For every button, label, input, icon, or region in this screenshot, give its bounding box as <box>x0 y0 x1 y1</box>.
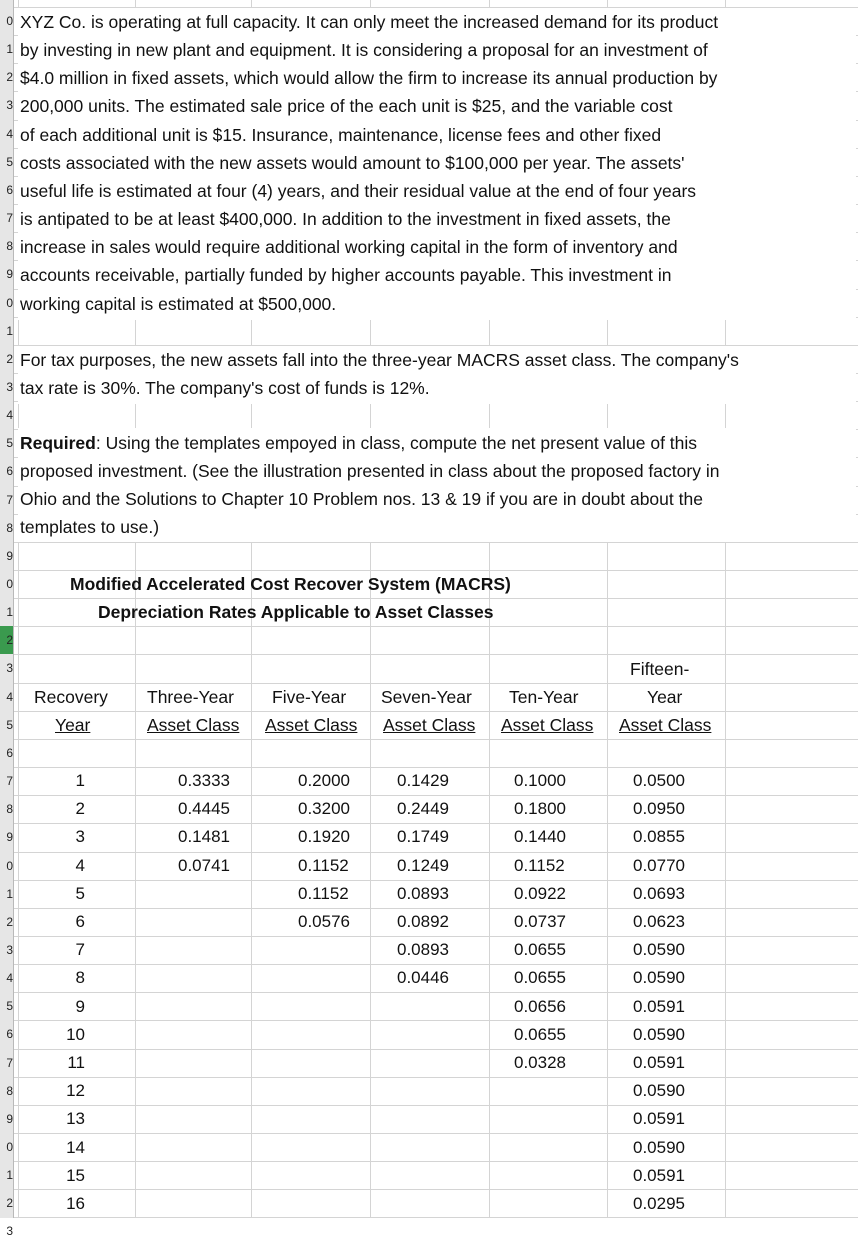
rate-cell-c15[interactable]: 0.0590 <box>633 940 685 959</box>
rate-cell-c15[interactable]: 0.0623 <box>633 912 685 931</box>
recovery-year-cell[interactable]: 1 <box>75 771 85 790</box>
row-number[interactable]: 7 <box>6 493 13 507</box>
rate-cell-c15[interactable]: 0.0500 <box>633 771 685 790</box>
row-number[interactable]: 5 <box>6 999 13 1013</box>
grid-row-line <box>14 1189 858 1190</box>
required-line-4: templates to use.) <box>20 516 163 538</box>
row-number[interactable]: 0 <box>6 577 13 591</box>
grid-row-line <box>14 795 858 796</box>
row-number[interactable]: 0 <box>6 859 13 873</box>
header-ten-year: Ten-Year <box>509 687 579 707</box>
grid-row-line <box>14 1049 858 1050</box>
grid-row-line <box>14 1161 858 1162</box>
grid-row-line <box>14 852 858 853</box>
paragraph1-line: by investing in new plant and equipment. It is considering a proposal for an investment of <box>20 39 712 61</box>
table-subtitle: Depreciation Rates Applicable to Asset Classes <box>98 602 494 622</box>
grid-row-line <box>14 626 858 627</box>
rate-cell-c10[interactable]: 0.0656 <box>514 997 566 1016</box>
recovery-year-cell[interactable]: 7 <box>75 940 85 959</box>
row-number[interactable]: 5 <box>6 436 13 450</box>
row-number[interactable]: 3 <box>6 661 13 675</box>
header-fifteen-b: Year <box>647 687 683 707</box>
recovery-year-cell[interactable]: 12 <box>66 1081 85 1100</box>
rate-cell-c15[interactable]: 0.0591 <box>633 997 685 1016</box>
header-five-year: Five-Year <box>272 687 347 707</box>
paragraph2-line: tax rate is 30%. The company's cost of funds is 12%. <box>20 377 434 399</box>
row-number[interactable]: 7 <box>6 211 13 225</box>
grid-row-line <box>14 683 858 684</box>
header-ten-year-class: Asset Class <box>501 715 594 735</box>
recovery-year-cell[interactable]: 9 <box>75 997 85 1016</box>
recovery-year-cell[interactable]: 5 <box>75 884 85 903</box>
grid-row-line <box>14 823 858 824</box>
rate-cell-c15[interactable]: 0.0590 <box>633 1138 685 1157</box>
paragraph1-line: is antipated to be at least $400,000. In addition to the investment in fixed assets, the <box>20 208 675 230</box>
grid-row-line <box>14 767 858 768</box>
rate-cell-c15[interactable]: 0.0591 <box>633 1109 685 1128</box>
grid-row-line <box>14 711 858 712</box>
row-number[interactable]: 1 <box>6 887 13 901</box>
row-number[interactable]: 8 <box>6 521 13 535</box>
rate-cell-c15[interactable]: 0.0590 <box>633 968 685 987</box>
grid-row-line <box>14 570 858 571</box>
row-number[interactable]: 6 <box>6 1027 13 1041</box>
recovery-year-cell[interactable]: 4 <box>75 856 85 875</box>
rate-cell-c10[interactable]: 0.0655 <box>514 968 566 987</box>
recovery-year-cell[interactable]: 11 <box>67 1053 85 1072</box>
header-three-year-class: Asset Class <box>147 715 240 735</box>
row-number[interactable]: 5 <box>6 718 13 732</box>
row-number[interactable]: 4 <box>6 408 13 422</box>
recovery-year-cell[interactable]: 10 <box>66 1025 85 1044</box>
row-number[interactable]: 8 <box>6 239 13 253</box>
paragraph1-line: 200,000 units. The estimated sale price of the each unit is $25, and the variable cost <box>20 95 676 117</box>
rate-cell-c10[interactable]: 0.0655 <box>514 940 566 959</box>
rate-cell-c5[interactable]: 0.1920 <box>298 827 350 846</box>
header-fifteen-year-class: Asset Class <box>619 715 712 735</box>
table-title: Modified Accelerated Cost Recover System (MACRS) <box>70 574 511 594</box>
paragraph1-line: XYZ Co. is operating at full capacity. It can only meet the increased demand for its product <box>20 11 722 33</box>
rate-cell-c3[interactable]: 0.1481 <box>178 827 230 846</box>
row-number[interactable]: 0 <box>6 14 13 28</box>
rate-cell-c10[interactable]: 0.1152 <box>514 856 565 875</box>
row-number[interactable]: 2 <box>6 352 13 366</box>
grid-row-line <box>14 1077 858 1078</box>
row-number[interactable]: 9 <box>6 830 13 844</box>
rate-cell-c5[interactable]: 0.0576 <box>298 912 350 931</box>
rate-cell-c7[interactable]: 0.0892 <box>397 912 449 931</box>
row-number[interactable]: 6 <box>6 464 13 478</box>
grid-row-line <box>14 542 858 543</box>
row-number[interactable]: 2 <box>6 1196 13 1210</box>
row-number[interactable]: 7 <box>6 1056 13 1070</box>
row-number[interactable]: 9 <box>6 267 13 281</box>
row-number[interactable]: 7 <box>6 774 13 788</box>
row-number[interactable]: 1 <box>6 605 13 619</box>
paragraph1-line: costs associated with the new assets would amount to $100,000 per year. The assets' <box>20 152 689 174</box>
paragraph1-line: of each additional unit is $15. Insurance, maintenance, license fees and other fixed <box>20 124 665 146</box>
paragraph1-line: working capital is estimated at $500,000. <box>20 293 340 315</box>
row-number[interactable]: 9 <box>6 549 13 563</box>
paragraph1-line: $4.0 million in fixed assets, which would allow the firm to increase its annual production by <box>20 67 721 89</box>
row-number[interactable]: 6 <box>6 746 13 760</box>
recovery-year-cell[interactable]: 13 <box>66 1109 85 1128</box>
rate-cell-c10[interactable]: 0.0655 <box>514 1025 566 1044</box>
grid-row-line <box>14 598 858 599</box>
recovery-year-cell[interactable]: 15 <box>66 1166 85 1185</box>
paragraph1-line: useful life is estimated at four (4) years, and their residual value at the end of four years <box>20 180 700 202</box>
recovery-year-cell[interactable]: 2 <box>75 799 85 818</box>
rate-cell-c15[interactable]: 0.0590 <box>633 1025 685 1044</box>
row-number[interactable]: 8 <box>6 802 13 816</box>
rate-cell-c3[interactable]: 0.3333 <box>178 771 230 790</box>
grid-row-line <box>14 739 858 740</box>
header-five-year-class: Asset Class <box>265 715 358 735</box>
rate-cell-c15[interactable]: 0.0591 <box>633 1053 685 1072</box>
rate-cell-c7[interactable]: 0.2449 <box>397 799 449 818</box>
row-number[interactable]: 3 <box>6 98 13 112</box>
header-three-year: Three-Year <box>147 687 234 707</box>
recovery-year-cell[interactable]: 8 <box>75 968 85 987</box>
grid-row-line <box>14 1105 858 1106</box>
rate-cell-c10[interactable]: 0.0328 <box>514 1053 566 1072</box>
grid-row-line <box>14 908 858 909</box>
rate-cell-c10[interactable]: 0.1000 <box>514 771 566 790</box>
grid-row-line <box>14 992 858 993</box>
rate-cell-c7[interactable]: 0.0893 <box>397 940 449 959</box>
rate-cell-c7[interactable]: 0.1749 <box>397 827 449 846</box>
header-seven-year-class: Asset Class <box>383 715 476 735</box>
rate-cell-c15[interactable]: 0.0693 <box>633 884 685 903</box>
row-number[interactable]: 1 <box>6 1168 13 1182</box>
row-number[interactable]: 9 <box>6 1112 13 1126</box>
required-line-1: Required: Using the templates empoyed in class, compute the net present value of this <box>20 432 701 454</box>
rate-cell-c7[interactable]: 0.0893 <box>397 884 449 903</box>
row-number[interactable]: 2 <box>6 633 13 647</box>
required-line-3: Ohio and the Solutions to Chapter 10 Problem nos. 13 & 19 if you are in doubt about the <box>20 488 707 510</box>
grid-row-line <box>14 936 858 937</box>
rate-cell-c10[interactable]: 0.1440 <box>514 827 566 846</box>
row-number[interactable]: 1 <box>6 42 13 56</box>
row-number[interactable]: 6 <box>6 183 13 197</box>
rate-cell-c10[interactable]: 0.0737 <box>514 912 566 931</box>
grid-row-line <box>14 654 858 655</box>
row-number[interactable]: 0 <box>6 1140 13 1154</box>
row-number[interactable]: 1 <box>6 324 13 338</box>
rate-cell-c5[interactable]: 0.1152 <box>298 856 349 875</box>
row-number[interactable]: 2 <box>6 915 13 929</box>
row-number[interactable]: 4 <box>6 127 13 141</box>
grid-row-line <box>14 964 858 965</box>
paragraph1-line: accounts receivable, partially funded by higher accounts payable. This investment in <box>20 264 675 286</box>
grid-row-line <box>14 1133 858 1134</box>
required-line-2: proposed investment. (See the illustration presented in class about the proposed factory in <box>20 460 723 482</box>
rate-cell-c10[interactable]: 0.1800 <box>514 799 566 818</box>
rate-cell-c15[interactable]: 0.0770 <box>633 856 685 875</box>
paragraph1-line: increase in sales would require additional working capital in the form of inventory and <box>20 236 682 258</box>
row-number[interactable]: 0 <box>6 296 13 310</box>
row-number[interactable]: 2 <box>6 70 13 84</box>
recovery-year-cell[interactable]: 3 <box>75 827 85 846</box>
recovery-year-cell[interactable]: 16 <box>66 1194 85 1213</box>
header-recovery: Recovery <box>34 687 108 707</box>
rate-cell-c5[interactable]: 0.1152 <box>298 884 349 903</box>
row-number[interactable]: 5 <box>6 155 13 169</box>
rate-cell-c7[interactable]: 0.1429 <box>397 771 449 790</box>
grid-row-line <box>14 1020 858 1021</box>
row-number[interactable]: 8 <box>6 1084 13 1098</box>
row-number[interactable]: 4 <box>6 971 13 985</box>
row-number[interactable]: 3 <box>6 1224 13 1238</box>
header-seven-year: Seven-Year <box>381 687 472 707</box>
header-year: Year <box>55 715 91 735</box>
rate-cell-c5[interactable]: 0.2000 <box>298 771 350 790</box>
header-fifteen-a: Fifteen- <box>630 659 690 679</box>
rate-cell-c7[interactable]: 0.1249 <box>397 856 449 875</box>
row-number[interactable]: 4 <box>6 690 13 704</box>
rate-cell-c15[interactable]: 0.0950 <box>633 799 685 818</box>
rate-cell-c15[interactable]: 0.0855 <box>633 827 685 846</box>
recovery-year-cell[interactable]: 14 <box>66 1138 85 1157</box>
rate-cell-c5[interactable]: 0.3200 <box>298 799 350 818</box>
rate-cell-c3[interactable]: 0.0741 <box>178 856 230 875</box>
grid-row-line <box>14 880 858 881</box>
rate-cell-c15[interactable]: 0.0295 <box>633 1194 685 1213</box>
recovery-year-cell[interactable]: 6 <box>75 912 85 931</box>
row-number[interactable]: 3 <box>6 943 13 957</box>
rate-cell-c10[interactable]: 0.0922 <box>514 884 566 903</box>
rate-cell-c15[interactable]: 0.0591 <box>633 1166 685 1185</box>
row-number[interactable]: 3 <box>6 380 13 394</box>
rate-cell-c15[interactable]: 0.0590 <box>633 1081 685 1100</box>
rate-cell-c3[interactable]: 0.4445 <box>178 799 230 818</box>
paragraph2-line: For tax purposes, the new assets fall into the three-year MACRS asset class. The company's <box>20 349 743 371</box>
required-label: Required <box>20 433 96 453</box>
rate-cell-c7[interactable]: 0.0446 <box>397 968 449 987</box>
